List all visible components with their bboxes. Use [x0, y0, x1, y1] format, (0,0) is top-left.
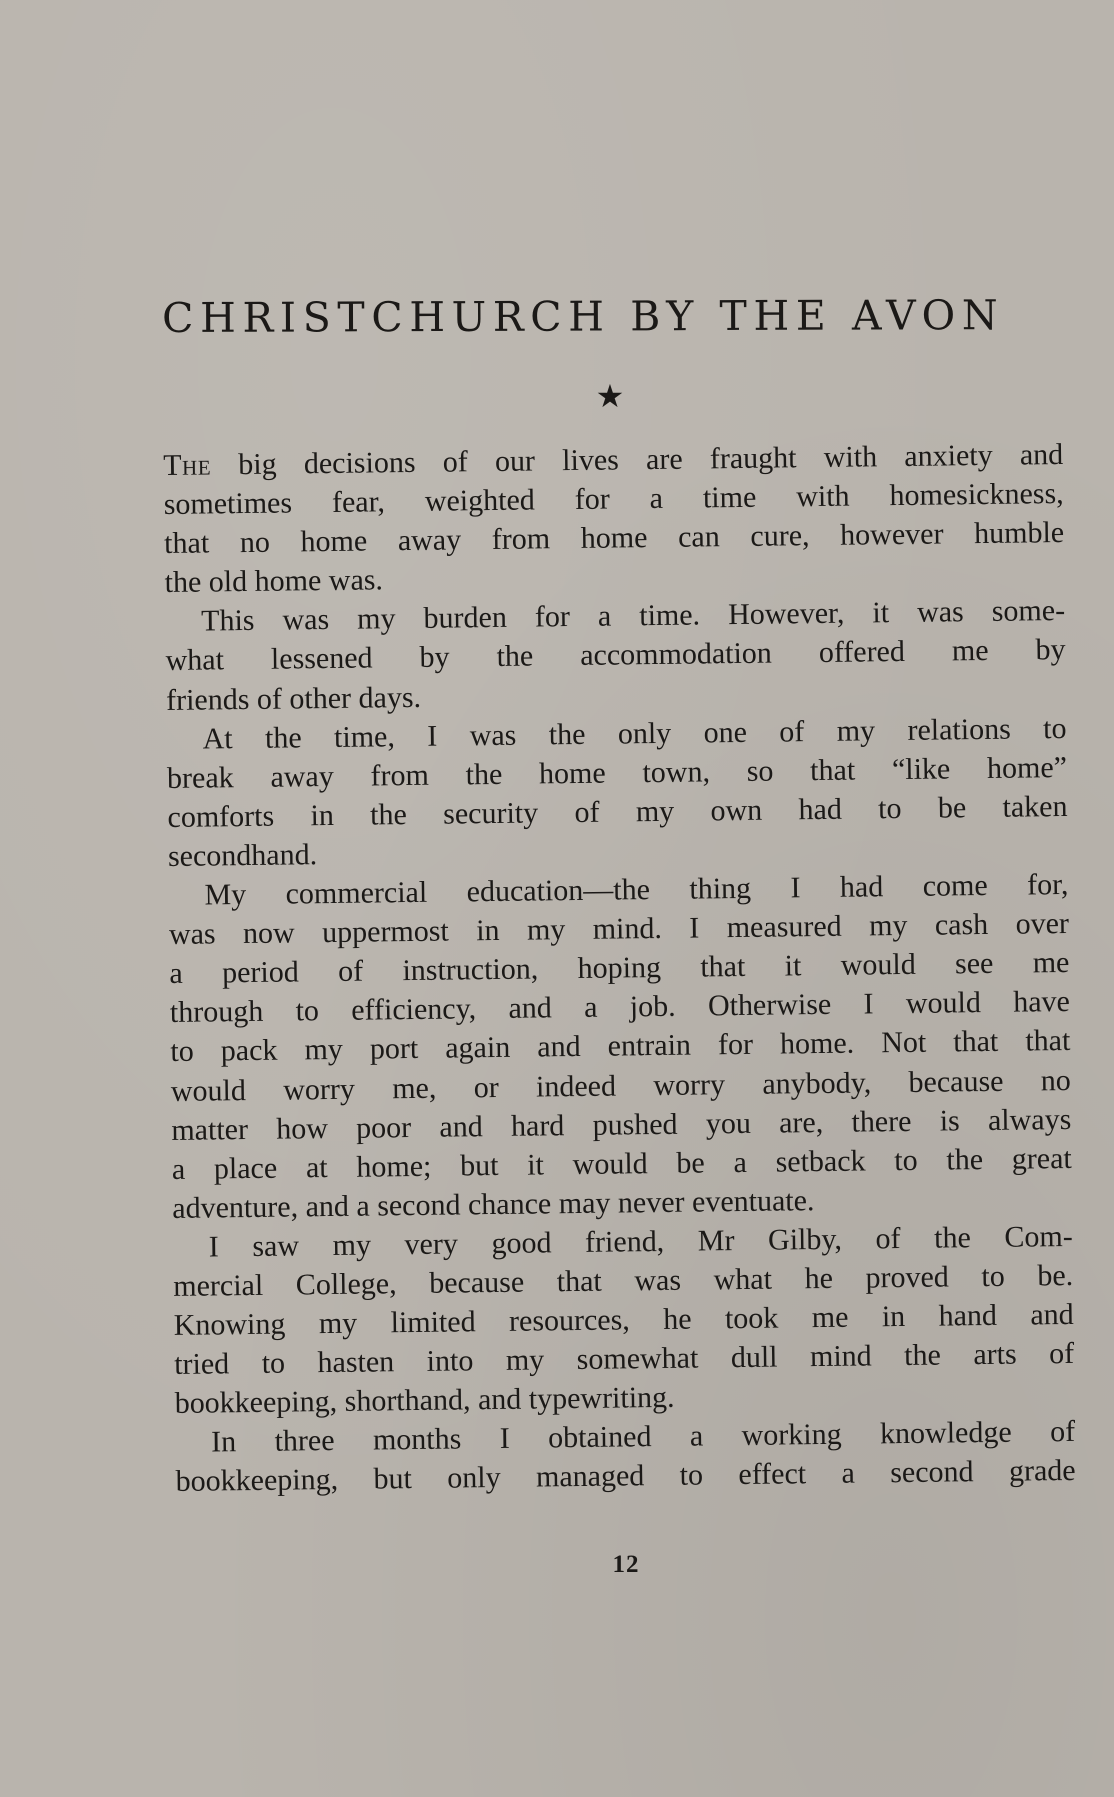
paragraph-line: bookkeeping, shorthand, and typewriting. — [174, 1381, 675, 1421]
paragraph-line: comforts in the security of my own had to be taken — [167, 789, 1068, 834]
paragraph-line: a period of instruction, hoping that it would see me — [169, 946, 1070, 991]
paragraph-line: the old home was. — [164, 563, 384, 600]
paragraph-line: to pack my port again and entrain for home. Not that that — [170, 1024, 1071, 1069]
paragraph-line: break away from the home town, so that “like home” — [166, 750, 1068, 795]
paragraph-line: sometimes fear, weighted for a time with homesickness, — [163, 477, 1064, 522]
paragraph-line: friends of other days. — [165, 680, 422, 717]
paragraph-line: would worry me, or indeed worry anybody, because no — [170, 1063, 1072, 1108]
paragraph-line: At the time, I was the only one of my relations to — [202, 711, 1067, 756]
lead-in-word: The — [163, 448, 212, 482]
chapter-title: CHRISTCHURCH BY THE AVON — [161, 291, 1005, 342]
paragraph-line: Knowing my limited resources, he took me in hand and — [173, 1298, 1074, 1342]
star-ornament-icon: ★ — [595, 377, 625, 415]
paragraph-line: adventure, and a second chance may never eventuate. — [172, 1183, 815, 1225]
paragraph-line: tried to hasten into my somewhat dull mind the arts of — [174, 1337, 1075, 1382]
page-number: 12 — [612, 1551, 640, 1578]
paragraph-line: This was my burden for a time. However, it was some- — [200, 594, 1066, 638]
paragraph-line: matter how poor and hard pushed you are, there is always — [171, 1102, 1072, 1147]
paragraph-line: mercial College, because that was what he proved to be. — [173, 1258, 1074, 1303]
paragraph-line: My commercial education—the thing I had come for, — [204, 868, 1069, 912]
paragraph-line: a place at home; but it would be a setback to the great — [171, 1141, 1072, 1186]
paragraph-line: through to efficiency, and a job. Otherwise I would have — [169, 985, 1071, 1030]
paragraph-line: In three months I obtained a working knowledge of — [210, 1415, 1076, 1459]
paragraph-line-text: big decisions of our lives are fraught with anxiety and — [210, 438, 1064, 482]
paragraph-line: secondhand. — [167, 838, 318, 873]
paragraph-line: that no home away from home can cure, however humble — [163, 516, 1065, 561]
paragraph-line: I saw my very good friend, Mr Gilby, of the Com- — [208, 1219, 1073, 1264]
body-text — [163, 435, 1076, 1501]
paragraph-line: what lessened by the accommodation offered me by — [165, 633, 1066, 678]
paragraph-line: bookkeeping, but only managed to effect a second grade — [175, 1454, 1076, 1499]
paragraph-line: was now uppermost in my mind. I measured my cash over — [168, 907, 1070, 952]
